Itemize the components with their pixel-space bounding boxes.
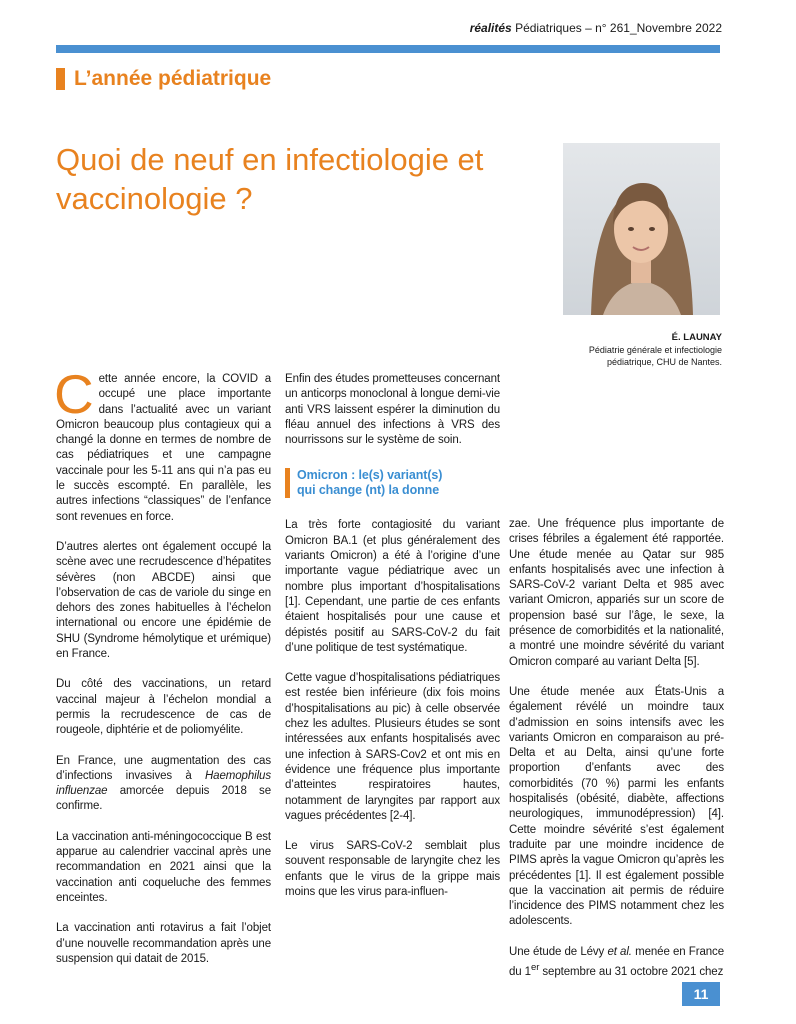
paragraph: La vaccination anti rotavirus a fait l’objet d’une nouvelle recommandation après une suspension qui datait de 2015. bbox=[56, 922, 271, 965]
section-label-text: L’année pédiatrique bbox=[74, 67, 272, 90]
header-rule bbox=[56, 45, 720, 53]
author-block bbox=[589, 332, 722, 368]
drop-cap: C bbox=[54, 363, 94, 425]
text-column-3 bbox=[509, 517, 724, 995]
paragraph: Enfin des études prometteuses concernant un anticorps monoclonal à longue demi-vie anti VRS laissent espérer la diminution du fléau annuel des infections à VRS des nourrissons sur le système de soin. bbox=[285, 373, 500, 447]
article-title: Quoi de neuf en infectiologie et vaccinologie ? bbox=[56, 142, 484, 216]
paragraph: Le virus SARS-CoV-2 semblait plus souvent responsable de laryngite chez les enfants que le virus de la grippe mais moins que les virus para-influen- bbox=[285, 840, 500, 899]
subheading-line-1: Omicron : le(s) variant(s) bbox=[297, 468, 443, 483]
species-name: Haemophilus influenzae bbox=[56, 769, 271, 798]
text-column-2 bbox=[285, 372, 500, 915]
subheading bbox=[285, 468, 500, 498]
section-marker bbox=[56, 68, 65, 90]
paragraph-text: Une étude de Lévy bbox=[509, 945, 608, 958]
paragraph: Une étude menée aux États-Unis a également révélé un moindre taux d’admission en soins intensifs avec les variants Omicron en comparaison au pré-Delta et au Delta, ainsi qu’une forte proportion d’enfants avec des comorbidités (70 %) parmi les enfants hospitalisés (obésité, diabète, affections neurologiques, immunodépression) [4]. Cette moindre sévérité s’est également traduite par une moindre incidence de PIMS après la vague Omicron qu’après les précédentes [1]. Il est également possible que la vaccination ait permis de réduire l’incidence des PIMS notamment chez les adolescents. bbox=[509, 685, 724, 928]
paragraph-text: En France, une augmentation des cas d’infections invasives à bbox=[56, 754, 271, 782]
paragraph: La très forte contagiosité du variant Omicron BA.1 (et plus généralement des variants Omicron) a été à l’origine d’une importante vague pédiatrique avec un nombre plus important d’hospitalisations [1]. Cependant, une partie de ces enfants étaient hospitalisés pour une cause et dépistés positif au SARS-CoV-2 du fait d’une politique de test systématique. bbox=[285, 519, 500, 654]
paragraph bbox=[56, 754, 271, 815]
text-column-1 bbox=[54, 363, 271, 982]
author-portrait-icon bbox=[563, 143, 720, 315]
paragraph: Du côté des vaccinations, un retard vaccinal majeur à l’échelon mondial a permis la recrudescence de cas de rougeole, diphtérie et de poliomyélite. bbox=[56, 678, 271, 737]
paragraph: zae. Une fréquence plus importante de crises fébriles a également été rapportée. Une étude menée au Qatar sur 985 enfants hospitalisés avec une infection à SARS-CoV-2 variant Delta et 985 avec variant Omicron, appariés sur un score de propension basé sur l’âge, le sexe, la présence de comorbidités et la nationalité, a montré une moindre sévérité du variant Omicron comparé au variant Delta [5]. bbox=[509, 518, 724, 668]
author-portrait bbox=[563, 143, 720, 315]
paragraph-text: menée en France du 1 bbox=[509, 945, 724, 978]
citation-etal: et al. bbox=[607, 945, 632, 958]
paragraph-text: septembre au 31 octobre 2021 chez bbox=[539, 965, 724, 978]
ordinal-suffix: er bbox=[530, 962, 540, 974]
journal-issue-info: Pédiatriques – n° 261_Novembre 2022 bbox=[515, 21, 722, 35]
paragraph: D’autres alertes ont également occupé la scène avec une recrudescence d’hépatites sévères (non ABCDE) ainsi que l’observation de cas de variole du singe en dehors des zones habituelles à l’échelon international ou encore une épidémie de SHU (Syndrome hémolytique et urémique) en France. bbox=[56, 540, 271, 661]
subheading-marker bbox=[285, 468, 290, 498]
author-affiliation-line-2: pédiatrique, CHU de Nantes. bbox=[606, 357, 722, 367]
paragraph-text: ette année encore, la COVID a occupé une place importante dans l’actualité avec un variant Omicron beaucoup plus contagieux qui a changé la donne en termes de nombre de cas pédiatriques et une campagne vaccinale pour les 5-11 ans qui n’a pas eu le succès escompté. En parallèle, les autres infections “classiques” de l’enfance sont revenues en force. bbox=[56, 373, 271, 523]
paragraph-text: amorcée depuis 2018 se confirme. bbox=[56, 785, 271, 813]
section-label bbox=[56, 67, 271, 91]
author-name: É. LAUNAY bbox=[671, 332, 722, 343]
paragraph bbox=[54, 363, 271, 525]
subheading-text bbox=[297, 468, 442, 498]
page-number: 11 bbox=[682, 982, 720, 1006]
running-header bbox=[470, 21, 722, 35]
author-affiliation-line-1: Pédiatrie générale et infectiologie bbox=[588, 345, 722, 355]
subheading-line-2: qui change (nt) la donne bbox=[297, 483, 440, 498]
journal-brand: réalités bbox=[469, 21, 512, 35]
paragraph bbox=[509, 945, 724, 980]
paragraph: Cette vague d’hospitalisations pédiatriques est restée bien inférieure (dix fois moins d’hospitalisations au pic) à celle observée chez les adultes. Plusieurs études se sont intéressées aux enfants hospitalisés avec une infection à SARS-Cov2 et ont mis en évidence une fréquence plus importante d’atteintes respiratoires hautes, notamment de laryngites par rapport aux vagues précédentes [2-4]. bbox=[285, 672, 500, 822]
paragraph: La vaccination anti-méningococcique B est apparue au calendrier vaccinal après une recommandation en 2021 ainsi que la vaccination anti coqueluche des femmes enceintes. bbox=[56, 830, 271, 904]
